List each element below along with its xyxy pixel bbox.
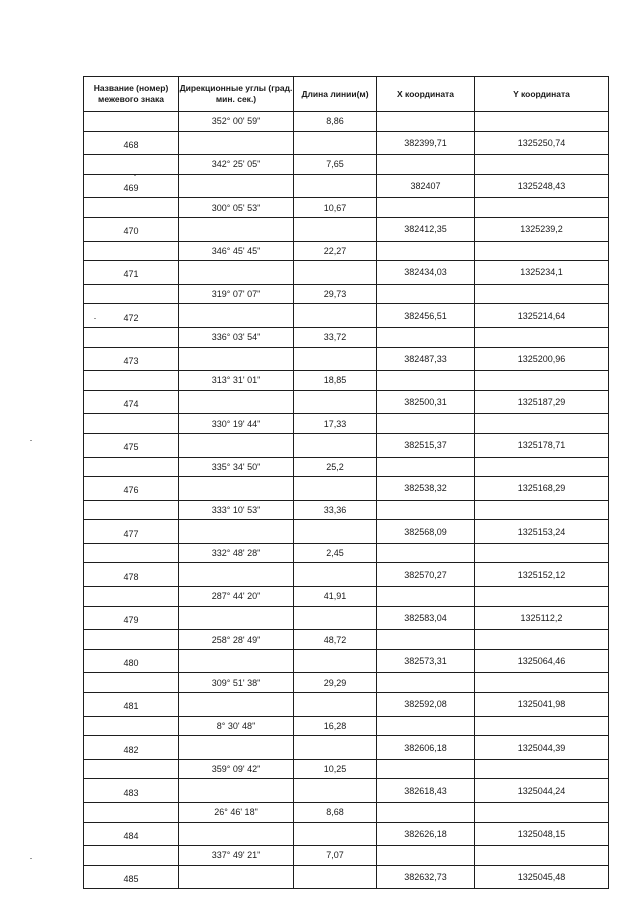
y-coordinate-cell: 1325248,43: [475, 174, 609, 198]
y-coordinate-cell: [475, 371, 609, 391]
table-row: [84, 736, 609, 760]
marker-name-cell: 485: [84, 865, 179, 889]
y-coordinate-cell: 1325168,29: [475, 477, 609, 501]
scan-speck: [94, 318, 96, 319]
scan-speck: [30, 858, 32, 859]
marker-name-cell: 477: [84, 520, 179, 544]
table-row: [84, 304, 609, 328]
y-coordinate-cell: [475, 284, 609, 304]
header-y-coordinate: Y координата: [475, 77, 609, 112]
x-coordinate-cell: [377, 543, 475, 563]
bearing-angle-cell: [179, 779, 294, 803]
bearing-angle-cell: 309° 51' 38": [179, 673, 294, 693]
line-length-cell: [294, 217, 377, 241]
table-row: [84, 217, 609, 241]
table-row: [84, 390, 609, 414]
bearing-angle-cell: 332° 48' 28": [179, 543, 294, 563]
bearing-angle-cell: 359° 09' 42": [179, 759, 294, 779]
line-length-cell: [294, 563, 377, 587]
marker-name-cell: [84, 803, 179, 823]
bearing-angle-cell: 336° 03' 54": [179, 327, 294, 347]
table-row: [84, 543, 609, 563]
line-length-cell: [294, 390, 377, 414]
marker-name-cell: 473: [84, 347, 179, 371]
y-coordinate-cell: [475, 198, 609, 218]
line-length-cell: 33,72: [294, 327, 377, 347]
boundary-coordinates-table: [83, 76, 609, 889]
line-length-cell: [294, 649, 377, 673]
bearing-angle-cell: 258° 28' 49": [179, 630, 294, 650]
line-length-cell: 18,85: [294, 371, 377, 391]
marker-name-cell: 470: [84, 217, 179, 241]
table-row: [84, 347, 609, 371]
x-coordinate-cell: [377, 587, 475, 607]
table-row: [84, 520, 609, 544]
marker-name-cell: [84, 155, 179, 175]
table-row: [84, 155, 609, 175]
x-coordinate-cell: 382626,18: [377, 822, 475, 846]
bearing-angle-cell: 342° 25' 05": [179, 155, 294, 175]
y-coordinate-cell: [475, 803, 609, 823]
y-coordinate-cell: 1325200,96: [475, 347, 609, 371]
marker-name-cell: 482: [84, 736, 179, 760]
bearing-angle-cell: [179, 217, 294, 241]
table-row: [84, 414, 609, 434]
x-coordinate-cell: 382500,31: [377, 390, 475, 414]
x-coordinate-cell: [377, 716, 475, 736]
table-row: [84, 563, 609, 587]
marker-name-cell: 484: [84, 822, 179, 846]
x-coordinate-cell: [377, 500, 475, 520]
x-coordinate-cell: [377, 112, 475, 132]
bearing-angle-cell: 330° 19' 44": [179, 414, 294, 434]
bearing-angle-cell: [179, 433, 294, 457]
bearing-angle-cell: [179, 649, 294, 673]
y-coordinate-cell: [475, 630, 609, 650]
bearing-angle-cell: [179, 131, 294, 155]
x-coordinate-cell: 382412,35: [377, 217, 475, 241]
bearing-angle-cell: [179, 865, 294, 889]
marker-name-cell: 480: [84, 649, 179, 673]
y-coordinate-cell: [475, 716, 609, 736]
bearing-angle-cell: [179, 606, 294, 630]
line-length-cell: [294, 347, 377, 371]
marker-name-cell: [84, 241, 179, 261]
header-x-coordinate: X координата: [377, 77, 475, 112]
marker-name-cell: [84, 198, 179, 218]
y-coordinate-cell: [475, 112, 609, 132]
x-coordinate-cell: 382538,32: [377, 477, 475, 501]
marker-name-cell: [84, 846, 179, 866]
bearing-angle-cell: 8° 30' 48": [179, 716, 294, 736]
line-length-cell: [294, 779, 377, 803]
x-coordinate-cell: [377, 371, 475, 391]
bearing-angle-cell: 300° 05' 53": [179, 198, 294, 218]
line-length-cell: [294, 433, 377, 457]
bearing-angle-cell: [179, 520, 294, 544]
bearing-angle-cell: 352° 00' 59": [179, 112, 294, 132]
bearing-angle-cell: 26° 46' 18": [179, 803, 294, 823]
bearing-angle-cell: 337° 49' 21": [179, 846, 294, 866]
table-row: [84, 846, 609, 866]
x-coordinate-cell: 382487,33: [377, 347, 475, 371]
line-length-cell: 17,33: [294, 414, 377, 434]
table-row: [84, 716, 609, 736]
bearing-angle-cell: [179, 347, 294, 371]
line-length-cell: 8,86: [294, 112, 377, 132]
header-bearing-angle: Дирекционные углы (град. мин. сек.): [179, 77, 294, 112]
bearing-angle-cell: [179, 261, 294, 285]
line-length-cell: 29,73: [294, 284, 377, 304]
scan-speck: [134, 175, 136, 176]
y-coordinate-cell: 1325041,98: [475, 693, 609, 717]
line-length-cell: [294, 736, 377, 760]
table-row: [84, 457, 609, 477]
marker-name-cell: 476: [84, 477, 179, 501]
table-row: [84, 803, 609, 823]
line-length-cell: 10,67: [294, 198, 377, 218]
table-row: [84, 673, 609, 693]
table-row: [84, 779, 609, 803]
marker-name-cell: [84, 112, 179, 132]
table-row: [84, 112, 609, 132]
x-coordinate-cell: 382434,03: [377, 261, 475, 285]
y-coordinate-cell: 1325045,48: [475, 865, 609, 889]
y-coordinate-cell: [475, 414, 609, 434]
marker-name-cell: 481: [84, 693, 179, 717]
marker-name-cell: [84, 673, 179, 693]
table-row: [84, 477, 609, 501]
x-coordinate-cell: [377, 630, 475, 650]
y-coordinate-cell: 1325239,2: [475, 217, 609, 241]
table-row: [84, 865, 609, 889]
bearing-angle-cell: 319° 07' 07": [179, 284, 294, 304]
line-length-cell: 7,07: [294, 846, 377, 866]
bearing-angle-cell: 335° 34' 50": [179, 457, 294, 477]
x-coordinate-cell: [377, 155, 475, 175]
line-length-cell: [294, 174, 377, 198]
bearing-angle-cell: 333° 10' 53": [179, 500, 294, 520]
line-length-cell: [294, 865, 377, 889]
marker-name-cell: [84, 543, 179, 563]
x-coordinate-cell: 382456,51: [377, 304, 475, 328]
marker-name-cell: 472: [84, 304, 179, 328]
x-coordinate-cell: 382632,73: [377, 865, 475, 889]
line-length-cell: [294, 261, 377, 285]
y-coordinate-cell: [475, 846, 609, 866]
table-row: [84, 630, 609, 650]
x-coordinate-cell: [377, 759, 475, 779]
marker-name-cell: 471: [84, 261, 179, 285]
y-coordinate-cell: [475, 155, 609, 175]
x-coordinate-cell: [377, 414, 475, 434]
bearing-angle-cell: [179, 477, 294, 501]
line-length-cell: [294, 606, 377, 630]
bearing-angle-cell: [179, 693, 294, 717]
y-coordinate-cell: 1325178,71: [475, 433, 609, 457]
y-coordinate-cell: 1325044,24: [475, 779, 609, 803]
bearing-angle-cell: [179, 174, 294, 198]
marker-name-cell: [84, 500, 179, 520]
marker-name-cell: [84, 457, 179, 477]
x-coordinate-cell: 382583,04: [377, 606, 475, 630]
bearing-angle-cell: 346° 45' 45": [179, 241, 294, 261]
table-row: [84, 241, 609, 261]
y-coordinate-cell: 1325044,39: [475, 736, 609, 760]
y-coordinate-cell: 1325214,64: [475, 304, 609, 328]
y-coordinate-cell: [475, 327, 609, 347]
x-coordinate-cell: 382568,09: [377, 520, 475, 544]
x-coordinate-cell: [377, 846, 475, 866]
line-length-cell: [294, 477, 377, 501]
y-coordinate-cell: [475, 673, 609, 693]
line-length-cell: [294, 304, 377, 328]
line-length-cell: 41,91: [294, 587, 377, 607]
line-length-cell: 22,27: [294, 241, 377, 261]
marker-name-cell: [84, 284, 179, 304]
marker-name-cell: [84, 630, 179, 650]
line-length-cell: [294, 693, 377, 717]
marker-name-cell: [84, 371, 179, 391]
marker-name-cell: 474: [84, 390, 179, 414]
line-length-cell: [294, 520, 377, 544]
marker-name-cell: 478: [84, 563, 179, 587]
y-coordinate-cell: [475, 759, 609, 779]
table-row: [84, 131, 609, 155]
table-row: [84, 327, 609, 347]
bearing-angle-cell: [179, 563, 294, 587]
line-length-cell: [294, 822, 377, 846]
header-line-length: Длина линии(м): [294, 77, 377, 112]
line-length-cell: 25,2: [294, 457, 377, 477]
line-length-cell: 29,29: [294, 673, 377, 693]
table-row: [84, 587, 609, 607]
x-coordinate-cell: [377, 284, 475, 304]
x-coordinate-cell: 382592,08: [377, 693, 475, 717]
marker-name-cell: 483: [84, 779, 179, 803]
table-row: [84, 500, 609, 520]
line-length-cell: 2,45: [294, 543, 377, 563]
y-coordinate-cell: 1325048,15: [475, 822, 609, 846]
table-row: [84, 822, 609, 846]
y-coordinate-cell: 1325064,46: [475, 649, 609, 673]
header-marker-name: Название (номер) межевого знака: [84, 77, 179, 112]
x-coordinate-cell: [377, 457, 475, 477]
table-row: [84, 371, 609, 391]
y-coordinate-cell: [475, 241, 609, 261]
bearing-angle-cell: [179, 822, 294, 846]
marker-name-cell: [84, 587, 179, 607]
scan-speck: [30, 440, 32, 441]
table-body: [84, 112, 609, 889]
y-coordinate-cell: 1325187,29: [475, 390, 609, 414]
line-length-cell: 8,68: [294, 803, 377, 823]
marker-name-cell: [84, 759, 179, 779]
marker-name-cell: [84, 414, 179, 434]
y-coordinate-cell: [475, 457, 609, 477]
y-coordinate-cell: [475, 543, 609, 563]
x-coordinate-cell: [377, 198, 475, 218]
marker-name-cell: 479: [84, 606, 179, 630]
bearing-angle-cell: [179, 736, 294, 760]
table-header-row: [84, 77, 609, 112]
bearing-angle-cell: [179, 304, 294, 328]
table-row: [84, 693, 609, 717]
y-coordinate-cell: 1325153,24: [475, 520, 609, 544]
marker-name-cell: [84, 327, 179, 347]
table-row: [84, 198, 609, 218]
bearing-angle-cell: [179, 390, 294, 414]
line-length-cell: 10,25: [294, 759, 377, 779]
marker-name-cell: 469: [84, 174, 179, 198]
table-row: [84, 433, 609, 457]
line-length-cell: 33,36: [294, 500, 377, 520]
x-coordinate-cell: [377, 241, 475, 261]
table-row: [84, 759, 609, 779]
table-row: [84, 174, 609, 198]
marker-name-cell: [84, 716, 179, 736]
x-coordinate-cell: [377, 327, 475, 347]
marker-name-cell: 468: [84, 131, 179, 155]
y-coordinate-cell: 1325152,12: [475, 563, 609, 587]
x-coordinate-cell: 382573,31: [377, 649, 475, 673]
y-coordinate-cell: 1325234,1: [475, 261, 609, 285]
x-coordinate-cell: 382606,18: [377, 736, 475, 760]
x-coordinate-cell: 382407: [377, 174, 475, 198]
table-row: [84, 606, 609, 630]
x-coordinate-cell: 382570,27: [377, 563, 475, 587]
line-length-cell: 16,28: [294, 716, 377, 736]
bearing-angle-cell: 313° 31' 01": [179, 371, 294, 391]
y-coordinate-cell: 1325112,2: [475, 606, 609, 630]
x-coordinate-cell: 382399,71: [377, 131, 475, 155]
table-row: [84, 261, 609, 285]
x-coordinate-cell: 382515,37: [377, 433, 475, 457]
line-length-cell: 7,65: [294, 155, 377, 175]
y-coordinate-cell: [475, 587, 609, 607]
table-row: [84, 649, 609, 673]
marker-name-cell: 475: [84, 433, 179, 457]
y-coordinate-cell: [475, 500, 609, 520]
table-row: [84, 284, 609, 304]
y-coordinate-cell: 1325250,74: [475, 131, 609, 155]
line-length-cell: 48,72: [294, 630, 377, 650]
x-coordinate-cell: 382618,43: [377, 779, 475, 803]
line-length-cell: [294, 131, 377, 155]
x-coordinate-cell: [377, 673, 475, 693]
bearing-angle-cell: 287° 44' 20": [179, 587, 294, 607]
x-coordinate-cell: [377, 803, 475, 823]
